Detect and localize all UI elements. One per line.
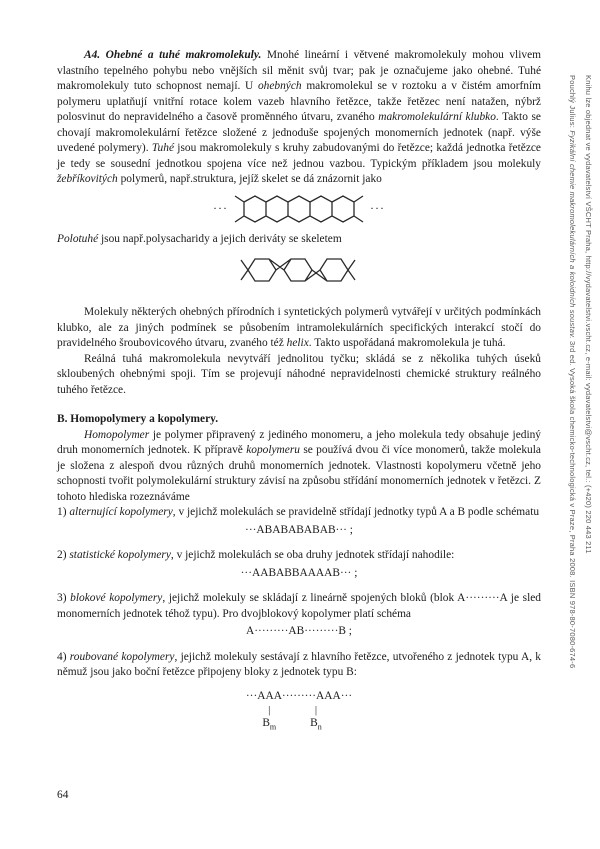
graft-main-chain: ···AAA·········AAA··· — [245, 689, 353, 702]
graft-branch-1-label: $B_m$ — [262, 716, 277, 731]
list-item-graft-copolymers: 4) roubované kopolymery, jejichž molekuly sestávají z hlavního řetězce, utvořeného z jednotek typu A, k němuž jsou jako boční řetězce připojeny bloky z jednotek typu B: — [57, 650, 541, 678]
main-text-column — [57, 48, 541, 738]
graft-branch-1 — [262, 704, 276, 734]
paragraph-coil-helix: Molekuly některých ohebných přírodních i syntetických polymerů vytvářejí v určitých podmínkách klubko, ale za jiných podmínek se působením intramolekulárních specifických interakcí stočí do pravidelného šroubovicového útvaru, zvaného též helix. Takto uspořádaná makromolekula je tuhá. — [57, 306, 541, 349]
paragraph-semirigid: Polotuhé jsou např.polysacharidy a jejich deriváty se skeletem — [57, 232, 342, 245]
list-item-block-copolymers: 3) blokové kopolymery, jejichž molekuly se skládají z lineárně spojených bloků (blok A·········A je sled monomerních jednotek téhož typu). Pro dvojblokový kopolymer platí schéma — [57, 592, 541, 620]
list-item-alternating-copolymers: 1) alternující kopolymery, v jejichž molekulách se pravidelně střídají jednotky typů A a B podle schématu — [57, 506, 540, 518]
figure-polysaccharide-skeleton — [57, 255, 541, 285]
sidebar-citation-line — [568, 75, 577, 668]
citation-publisher-isbn: 3rd ed. Vysoká škola chemicko-technologická v Praze, Praha 2008. ISBN 978-80-7080-674-6 — [568, 338, 577, 669]
sidebar-order-info-line: Knihu lze objednat ve vydavatelství VŠCHT Praha, http://vydavatelstvi.vscht.cz, e-mail: vydavatelstvi@vscht.cz, tel.: (+420) 220 443 211 — [584, 75, 593, 554]
polysaccharide-skeleton-structure — [240, 255, 358, 285]
graft-bond-1: | — [268, 703, 271, 716]
ellipsis-right: ··· — [370, 200, 385, 215]
figure-ladder-row — [213, 194, 385, 224]
ellipsis-left: ··· — [213, 200, 228, 215]
graft-branch-2-label: $B_n$ — [310, 716, 322, 731]
paragraph-homopolymer-intro: Homopolymer je polymer připravený z jediného monomeru, a jeho molekula tedy obsahuje jediný druh monomerních jednotek. K přípravě kopolymeru se používá dvou či více monomerů, takže molekula je složena z alespoň dvou různých druhů monomerních jednotek. Vlastnosti kopolymeru včetně jeho schopnosti tvořit polymolekulární struktury závisí na způsobu střídání monomerních jednotek v řetězci. Z tohoto hlediska rozeznáváme — [57, 428, 541, 503]
ladder-polymer-structure — [234, 194, 364, 224]
list-item-statistical-copolymers: 2) statistické kopolymery, v jejichž molekulách se oba druhy jednotek střídají nahodile: — [57, 549, 455, 561]
scheme-statistical: ···AABABBAAAAB··· ; — [240, 566, 358, 579]
paragraph-real-rigid: Reálná tuhá makromolekula nevytváří jednolitou tyčku; skládá se z několika tuhých úseků skloubených ohebnými spoji. Tím se projevují náhodné nepravidelnosti chemické struktury reálného tuhého řetězce. — [57, 352, 541, 396]
scheme-alternating: ···ABABABABAB··· ; — [245, 523, 353, 536]
figure-polysaccharide-row — [240, 255, 358, 285]
graft-bond-2: | — [314, 703, 318, 716]
graft-branch-2 — [310, 704, 322, 734]
section-heading-homopolymers: B. Homopolymery a kopolymery. — [57, 413, 219, 425]
paragraph-a4-flexible-rigid: A4. Ohebné a tuhé makromolekuly. Mnohé lineární i větvené makromolekuly mohou vlivem vlastního tepelného pohybu nebo vnějších sil měnit svůj tvar; pak je označujeme jako ohebné. Tuhé makromolekuly tuto schopnost nemají. U ohebných makromolekul se v roztoku a v čistém amorfním polymeru uplatňují vnitřní rotace kolem vazeb hlavního řetězce, takže řetězec není natažen, nýbrž polosvinut do nepravidelného a časově proměnného útvaru, zvaného makromolekulární klubko. Takto se chovají makromolekulární řetězce složené z jednoduše spojených monomerních jednotek (např. výše uvedené polymery). Tuhé jsou makromolekuly s kruhy zabudovanými do řetězce; každá jednotka řetězce je tedy se sousední jednotkou spojena více než jednou vazbou. Typickým příkladem jsou molekuly žebříkovitých polymerů, např.struktura, jejíž skelet se dá znázornit jako — [57, 49, 542, 185]
scheme-graft-copolymer — [57, 689, 541, 739]
citation-author: Pouchlý Julius: — [568, 75, 577, 131]
figure-ladder-polymer — [57, 194, 541, 224]
page-number: 64 — [57, 789, 69, 801]
citation-book-title: Fyzikální chemie makromolekulárních a koloidních soustav. — [568, 130, 577, 339]
graft-scheme-inner — [246, 689, 352, 739]
scheme-diblock: A·········AB·········B ; — [246, 625, 352, 637]
